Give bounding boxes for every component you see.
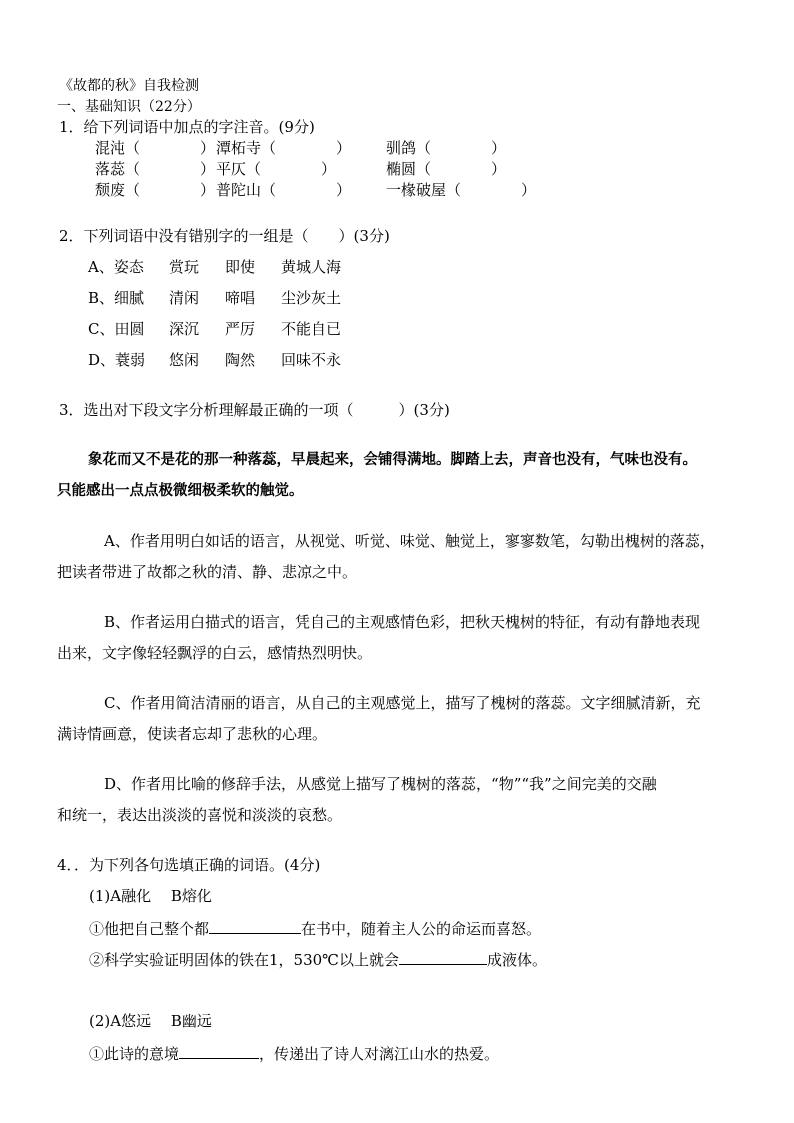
sentence-text: ②科学实验证明固体的铁在1，530℃以上就会	[89, 951, 399, 969]
q1-item: 一椽破屋（ ）	[386, 181, 537, 199]
q1-item: 混沌（ ）	[95, 139, 216, 157]
q2-option-word: 严厉	[225, 320, 256, 338]
q2-option-d: D、蓑弱	[88, 351, 146, 369]
q2-option-word: 回味不永	[281, 351, 342, 369]
answer-blank[interactable]	[209, 917, 301, 934]
q2-option-word: 悠闲	[169, 351, 200, 369]
q4-part1-choices: (1)A融化 B熔化	[89, 887, 212, 905]
q3-option-d: 和统一，表达出淡淡的喜悦和淡淡的哀愁。	[57, 806, 343, 824]
q3-option-a: A、作者用明白如话的语言，从视觉、听觉、味觉、触觉上，寥寥数笔，勾勒出槐树的落蕊，	[104, 532, 715, 550]
q3-option-c: C、作者用简洁清丽的语言，从自己的主观感觉上，描写了槐树的落蕊。文字细腻清新，充	[104, 694, 701, 712]
q1-item: 普陀山（ ）	[216, 181, 352, 199]
q3-option-b: B、作者运用白描式的语言，凭自己的主观感情色彩，把秋天槐树的特征，有动有静地表现	[104, 613, 701, 631]
sentence-text: ①此诗的意境	[89, 1045, 180, 1063]
q1-item: 潭柘寺（ ）	[216, 139, 352, 157]
document-title: 《故都的秋》自我检测	[59, 78, 199, 94]
q1-item: 颓废（ ）	[95, 181, 216, 199]
q3-option-c: 满诗情画意，使读者忘却了悲秋的心理。	[57, 725, 328, 743]
q2-stem: 2．下列词语中没有错别字的一组是（ ）(3分)	[59, 227, 390, 245]
q1-item: 落蕊（ ）	[95, 160, 216, 178]
q1-item: 平仄（ ）	[216, 160, 337, 178]
q4-stem: 4．．为下列各句选填正确的词语。(4分)	[57, 856, 321, 874]
q1-stem: 1．给下列词语中加点的字注音。(9分)	[59, 118, 315, 136]
sentence-text: 成液体。	[486, 951, 547, 969]
q3-option-b: 出来，文字像轻轻飘浮的白云，感情热烈明快。	[57, 644, 373, 662]
q3-passage: 象花而又不是花的那一种落蕊，早晨起来，会铺得满地。脚踏上去，声音也没有，气味也没有。	[88, 452, 697, 468]
q2-option-word: 陶然	[225, 351, 256, 369]
answer-blank[interactable]	[179, 1042, 259, 1059]
q4-part1-sentence2	[89, 948, 547, 970]
q4-part2-choices: (2)A悠远 B幽远	[89, 1012, 212, 1030]
q4-part2-sentence1	[89, 1042, 499, 1064]
q2-option-word: 尘沙灰土	[281, 289, 342, 307]
answer-blank[interactable]	[399, 948, 487, 965]
q2-option-word: 不能自已	[281, 320, 342, 338]
q3-option-a: 把读者带进了故都之秋的清、静、悲凉之中。	[57, 563, 358, 581]
q2-option-a: A、姿态	[88, 258, 144, 276]
q3-stem: 3．选出对下段文字分析理解最正确的一项（ ）(3分)	[59, 401, 450, 419]
q1-item: 椭圆（ ）	[386, 160, 507, 178]
section-heading: 一、基础知识（22分）	[57, 99, 201, 115]
q2-option-c: C、田圆	[88, 320, 145, 338]
q3-passage: 只能感出一点点极微细极柔软的触觉。	[57, 483, 304, 499]
q1-item: 驯鸽（ ）	[386, 139, 507, 157]
q2-option-word: 黄城人海	[281, 258, 342, 276]
q2-option-b: B、细腻	[88, 289, 145, 307]
sentence-text: ，传递出了诗人对漓江山水的热爱。	[259, 1045, 500, 1063]
q2-option-word: 深沉	[169, 320, 200, 338]
q2-option-word: 啼唱	[225, 289, 256, 307]
q2-option-word: 清闲	[169, 289, 200, 307]
q2-option-word: 赏玩	[169, 258, 200, 276]
q3-option-d: D、作者用比喻的修辞手法，从感觉上描写了槐树的落蕊，“物”“我”之间完美的交融	[104, 775, 657, 793]
sentence-text: ①他把自己整个都	[89, 920, 210, 938]
q2-option-word: 即使	[225, 258, 256, 276]
sentence-text: 在书中，随着主人公的命运而喜怒。	[301, 920, 542, 938]
q4-part1-sentence1	[89, 917, 541, 939]
